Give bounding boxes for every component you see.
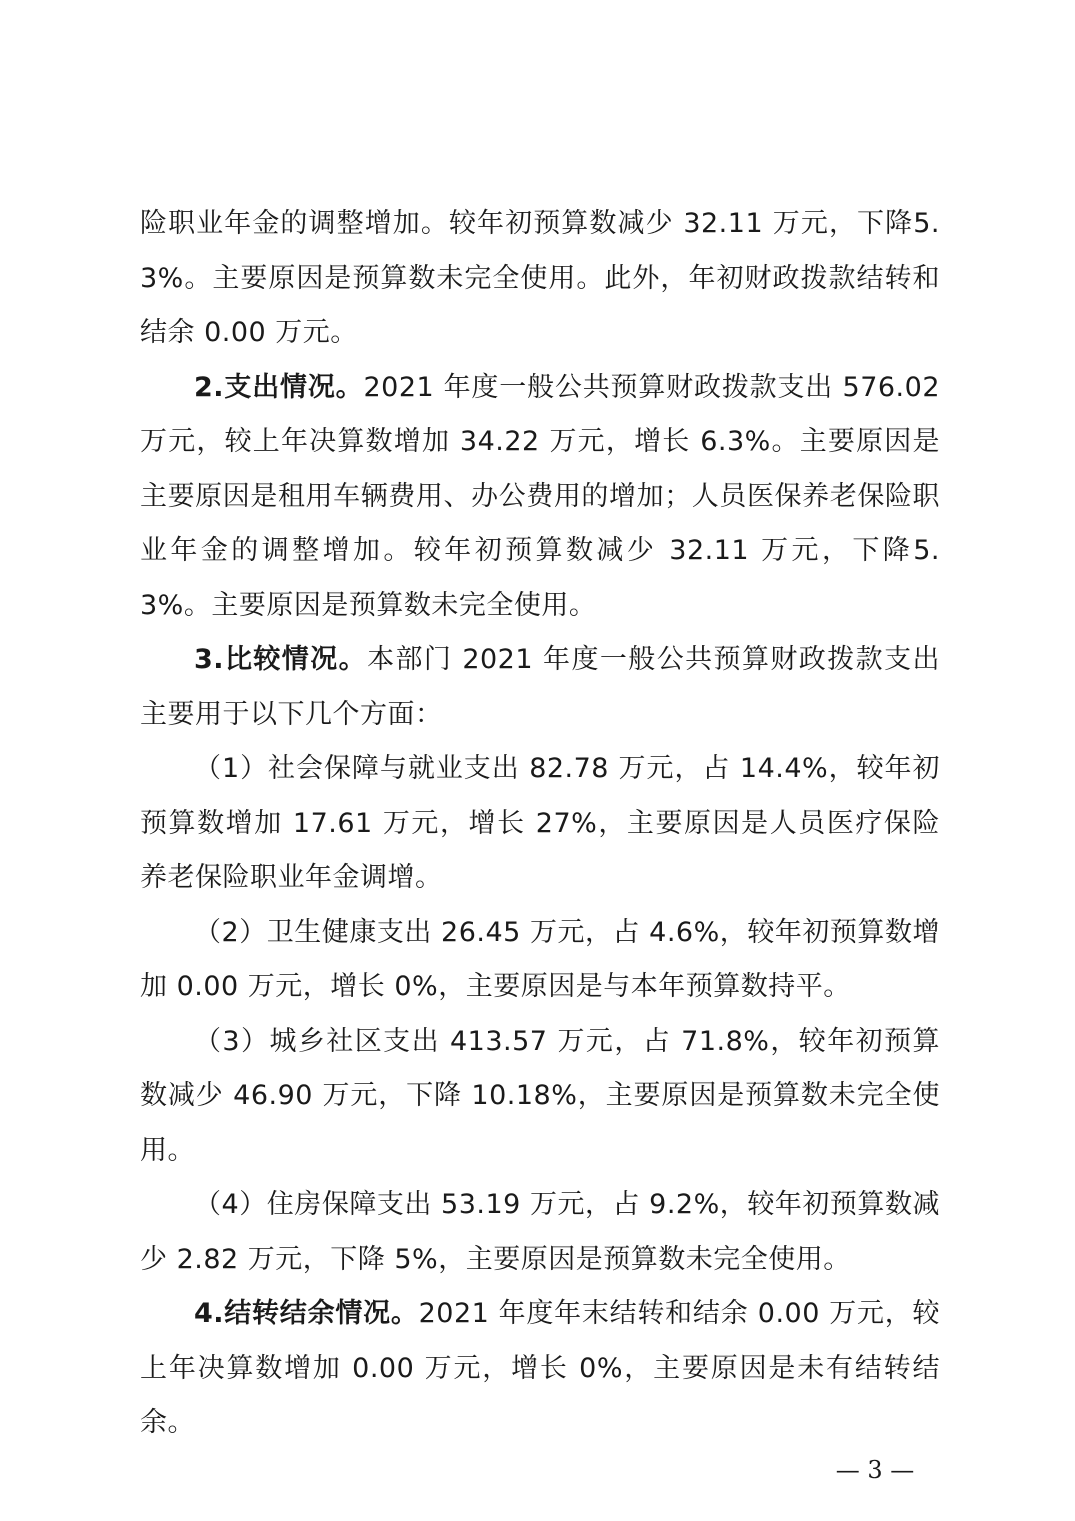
heading-carryover: 4.结转结余情况。 bbox=[194, 1298, 419, 1329]
list-item-social-security bbox=[140, 742, 940, 906]
heading-comparison: 3.比较情况。 bbox=[194, 644, 368, 675]
paragraph-carryover-text: 2021 年度年末结转和结余 0.00 万元，较上年决算数增加 0.00 万元，增长 0%，主要原因是未有结转结余。 bbox=[140, 1298, 941, 1438]
list-item-urban-community-text: （3）城乡社区支出 413.57 万元，占 71.8%，较年初预算数减少 46.90 万元，下降 10.18%，主要原因是预算数未完全使用。 bbox=[140, 1025, 940, 1166]
paragraph-expenditure-text: 2021 年度一般公共预算财政拨款支出 576.02 万元，较上年决算数增加 34.22 万元，增长 6.3%。主要原因是主要原因是租用车辆费用、办公费用的增加；人员医保养老保险职业年金的调整增加。较年初预算数减少 32.11 万元，下降5.3%。主要原因是预算数未完全使用。 bbox=[140, 371, 940, 621]
list-item-urban-community bbox=[140, 1015, 940, 1179]
list-item-housing-text: （4）住房保障支出 53.19 万元，占 9.2%，较年初预算数减少 2.82 万元，下降 5%，主要原因是预算数未完全使用。 bbox=[140, 1189, 940, 1275]
paragraph-carryover bbox=[140, 1287, 940, 1451]
paragraph-comparison-text: 本部门 2021 年度一般公共预算财政拨款支出主要用于以下几个方面： bbox=[140, 644, 940, 730]
paragraph-1 bbox=[140, 197, 940, 361]
page-number: — 3 — bbox=[835, 1456, 915, 1484]
heading-expenditure: 2.支出情况。 bbox=[194, 371, 364, 403]
paragraph-comparison bbox=[140, 633, 940, 742]
list-item-health-text: （2）卫生健康支出 26.45 万元，占 4.6%，较年初预算数增加 0.00 万元，增长 0%，主要原因是与本年预算数持平。 bbox=[140, 916, 940, 1002]
list-item-health bbox=[140, 906, 940, 1015]
paragraph-expenditure bbox=[140, 361, 940, 634]
paragraph-1-text: 险职业年金的调整增加。较年初预算数减少 32.11 万元，下降5.3%。主要原因是预算数未完全使用。此外，年初财政拨款结转和结余 0.00 万元。 bbox=[140, 208, 940, 348]
list-item-housing bbox=[140, 1178, 940, 1287]
document-body bbox=[140, 197, 940, 1451]
list-item-social-security-text: （1）社会保障与就业支出 82.78 万元，占 14.4%，较年初预算数增加 17.61 万元，增长 27%，主要原因是人员医疗保险养老保险职业年金调增。 bbox=[140, 753, 940, 893]
